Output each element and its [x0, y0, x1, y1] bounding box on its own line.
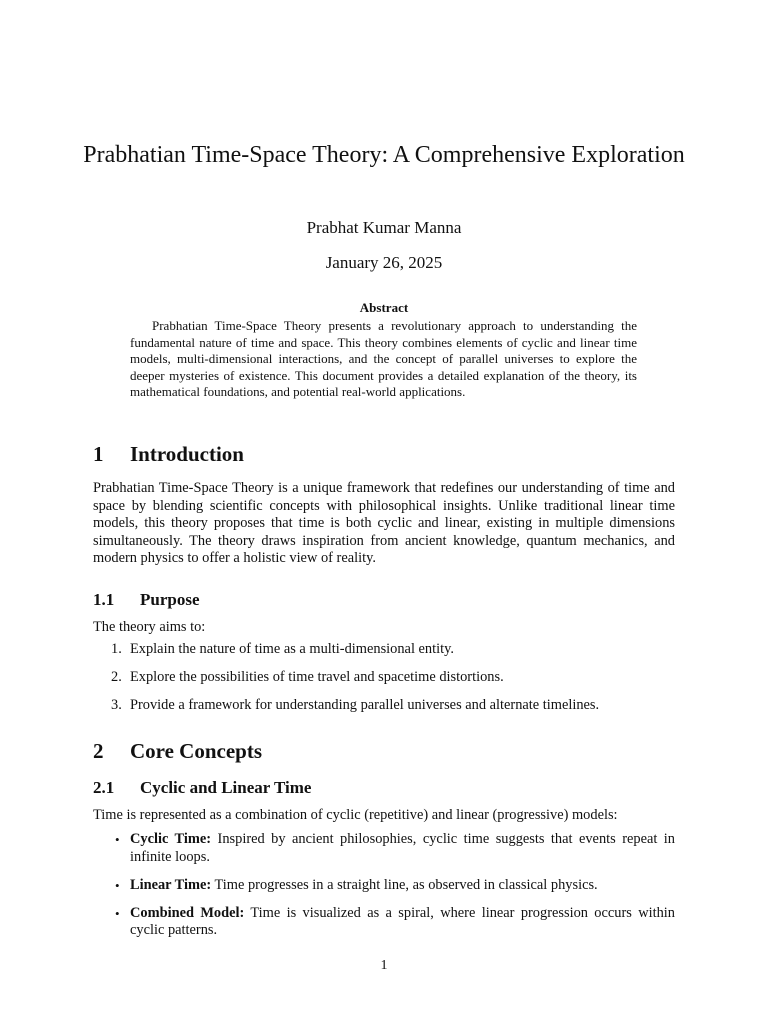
author-name: Prabhat Kumar Manna — [306, 218, 462, 237]
list-item-term: Linear Time: — [130, 876, 212, 893]
paper-title: Prabhatian Time-Space Theory: A Comprehensive Exploration — [83, 142, 685, 168]
list-item-text: Explain the nature of time as a multi-dimensional entity. — [130, 641, 454, 657]
purpose-list — [93, 641, 675, 725]
subsection-heading-purpose — [93, 589, 200, 611]
list-item — [93, 669, 675, 687]
list-item — [93, 831, 675, 866]
section-number: 2 — [93, 739, 104, 763]
bullet-marker: • — [115, 877, 120, 893]
subsection-title: Purpose — [140, 590, 200, 609]
bullet-marker: • — [115, 905, 120, 921]
list-item-text: Provide a framework for understanding parallel universes and alternate timelines. — [130, 697, 600, 713]
time-models-list — [93, 831, 675, 950]
list-item-term: Combined Model: — [130, 904, 245, 921]
list-item — [93, 905, 675, 940]
section-heading-core-concepts — [93, 738, 262, 764]
list-marker: 3. — [111, 697, 122, 713]
list-item-text: Time is visualized as a spiral, where linear progression occurs within cyclic patterns. — [130, 904, 675, 938]
abstract-text: Prabhatian Time-Space Theory presents a revolutionary approach to understanding the fundamental nature of time and space. This theory combines elements of cyclic and linear time models, multi-dimensional interactions, and the concept of parallel universes to explore the deeper mysteries of existence. This document provides a detailed explanation of the theory, its mathematical foundations, and potential real-world applications. — [130, 318, 637, 400]
list-item-text: Time progresses in a straight line, as observed in classical physics. — [214, 876, 598, 893]
time-models-intro: Time is represented as a combination of cyclic (repetitive) and linear (progressive) models: — [93, 807, 618, 823]
list-item — [93, 697, 675, 715]
section-title: Introduction — [130, 442, 244, 466]
introduction-paragraph: Prabhatian Time-Space Theory is a unique framework that redefines our understanding of time and space by blending scientific concepts with philosophical insights. Unlike traditional linear time models, this theory proposes that time is both cyclic and linear, existing in multiple dimensions simultaneously. The theory draws inspiration from ancient knowledge, quantum mechanics, and modern physics to offer a holistic view of reality. — [93, 480, 675, 566]
subsection-heading-cyclic-linear-time — [93, 777, 311, 799]
list-marker: 2. — [111, 669, 122, 685]
subsection-number: 1.1 — [93, 590, 115, 609]
page-number: 1 — [380, 958, 388, 973]
list-item-term: Cyclic Time: — [130, 831, 212, 847]
section-heading-introduction — [93, 441, 244, 467]
section-number: 1 — [93, 442, 104, 466]
section-title: Core Concepts — [130, 739, 263, 763]
list-item-text: Inspired by ancient philosophies, cyclic time suggests that events repeat in infinite loops. — [130, 831, 676, 865]
subsection-number: 2.1 — [93, 778, 115, 797]
purpose-intro: The theory aims to: — [93, 619, 206, 635]
bullet-marker: • — [115, 832, 120, 847]
list-marker: 1. — [111, 641, 122, 657]
publication-date: January 26, 2025 — [325, 253, 443, 272]
abstract-heading: Abstract — [359, 300, 409, 315]
list-item-text: Explore the possibilities of time travel and spacetime distortions. — [130, 669, 504, 685]
list-item — [93, 641, 675, 659]
list-item — [93, 877, 675, 895]
subsection-title: Cyclic and Linear Time — [140, 778, 312, 797]
